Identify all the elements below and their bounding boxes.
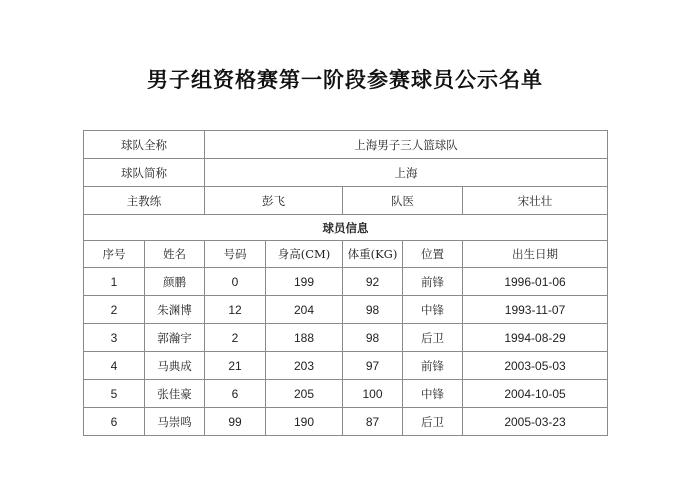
doctor-value: 宋壮壮: [463, 187, 608, 215]
player-weight: 87: [343, 408, 403, 436]
coach-value: 彭飞: [205, 187, 343, 215]
player-no: 4: [84, 352, 145, 380]
player-weight: 98: [343, 296, 403, 324]
column-header: 姓名: [145, 241, 205, 268]
team-full-name-value: 上海男子三人篮球队: [205, 131, 608, 159]
team-short-name-row: [84, 159, 608, 187]
player-position: 后卫: [403, 408, 463, 436]
player-weight: 92: [343, 268, 403, 296]
player-no: 6: [84, 408, 145, 436]
table-row: [84, 352, 608, 380]
player-birth-date: 2004-10-05: [463, 380, 608, 408]
player-name: 颜鹏: [145, 268, 205, 296]
player-height: 205: [266, 380, 343, 408]
player-no: 5: [84, 380, 145, 408]
coach-label: 主教练: [84, 187, 205, 215]
team-short-name-label: 球队简称: [84, 159, 205, 187]
table-row: [84, 408, 608, 436]
table-row: [84, 296, 608, 324]
player-birth-date: 2005-03-23: [463, 408, 608, 436]
player-weight: 97: [343, 352, 403, 380]
team-short-name-value: 上海: [205, 159, 608, 187]
player-position: 前锋: [403, 352, 463, 380]
team-full-name-label: 球队全称: [84, 131, 205, 159]
player-number: 21: [205, 352, 266, 380]
player-height: 199: [266, 268, 343, 296]
player-name: 朱渊博: [145, 296, 205, 324]
staff-row: [84, 187, 608, 215]
column-header: 序号: [84, 241, 145, 268]
roster-table: [83, 130, 608, 436]
player-position: 前锋: [403, 268, 463, 296]
player-number: 12: [205, 296, 266, 324]
team-full-name-row: [84, 131, 608, 159]
player-birth-date: 1994-08-29: [463, 324, 608, 352]
player-name: 张佳豪: [145, 380, 205, 408]
player-height: 204: [266, 296, 343, 324]
player-birth-date: 2003-05-03: [463, 352, 608, 380]
player-weight: 98: [343, 324, 403, 352]
players-section-title: 球员信息: [84, 215, 608, 241]
column-header: 身高(CM): [266, 241, 343, 268]
player-birth-date: 1996-01-06: [463, 268, 608, 296]
player-no: 2: [84, 296, 145, 324]
player-rows: [84, 268, 608, 436]
player-name: 马典成: [145, 352, 205, 380]
table-row: [84, 380, 608, 408]
player-height: 190: [266, 408, 343, 436]
player-no: 1: [84, 268, 145, 296]
doctor-label: 队医: [343, 187, 463, 215]
player-no: 3: [84, 324, 145, 352]
player-height: 188: [266, 324, 343, 352]
player-position: 中锋: [403, 380, 463, 408]
player-birth-date: 1993-11-07: [463, 296, 608, 324]
players-section-row: [84, 215, 608, 241]
column-header: 体重(KG): [343, 241, 403, 268]
column-header: 出生日期: [463, 241, 608, 268]
player-position: 中锋: [403, 296, 463, 324]
player-number: 99: [205, 408, 266, 436]
player-number: 6: [205, 380, 266, 408]
table-row: [84, 324, 608, 352]
table-row: [84, 268, 608, 296]
player-name: 马崇鸣: [145, 408, 205, 436]
column-header: 位置: [403, 241, 463, 268]
player-number: 0: [205, 268, 266, 296]
document-title: 男子组资格赛第一阶段参赛球员公示名单: [147, 67, 543, 92]
player-number: 2: [205, 324, 266, 352]
column-header-row: [84, 241, 608, 268]
player-weight: 100: [343, 380, 403, 408]
player-height: 203: [266, 352, 343, 380]
player-position: 后卫: [403, 324, 463, 352]
player-name: 郭瀚宇: [145, 324, 205, 352]
column-header: 号码: [205, 241, 266, 268]
